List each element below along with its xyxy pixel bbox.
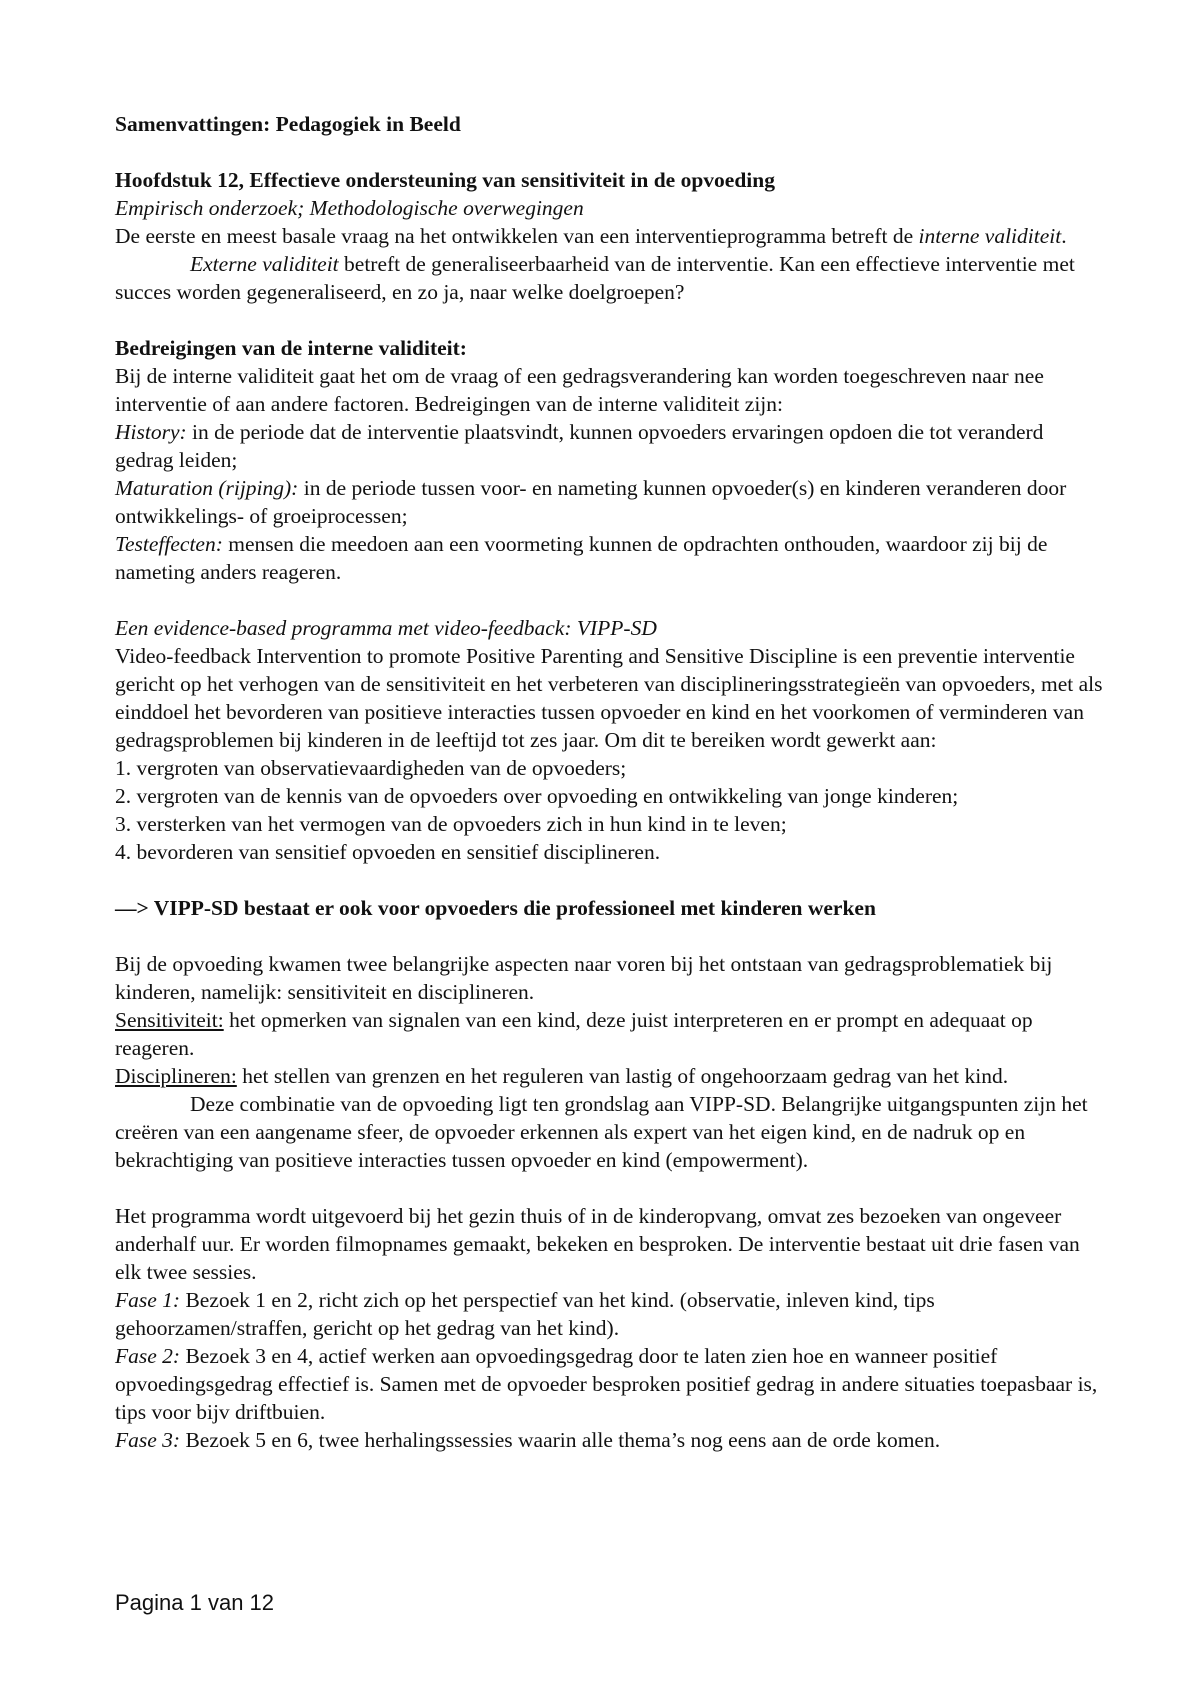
bedreigingen-heading: Bedreigingen van de interne validiteit:	[115, 336, 467, 360]
sensitiviteit-paragraph	[115, 1006, 1105, 1062]
aspecten-paragraph: Bij de opvoeding kwamen twee belangrijke aspecten naar voren bij het ontstaan van gedragsproblematiek bij kinderen, namelijk: sensitiviteit en disciplineren.	[115, 952, 1053, 1004]
term-fase2: Fase 2:	[115, 1344, 181, 1368]
testeffecten-paragraph	[115, 530, 1105, 586]
history-paragraph	[115, 418, 1105, 474]
term-sensitiviteit: Sensitiviteit:	[115, 1008, 224, 1032]
programma-paragraph: Het programma wordt uitgevoerd bij het gezin thuis of in de kinderopvang, omvat zes bezoeken van ongeveer anderhalf uur. Er worden filmopnames gemaakt, bekeken en besproken. De interventie bestaat uit drie fasen van elk twee sessies.	[115, 1204, 1080, 1284]
document-page	[115, 110, 1105, 1454]
term-fase1: Fase 1:	[115, 1288, 181, 1312]
paragraph-externe-validiteit	[115, 250, 1105, 306]
paragraph-text: Bezoek 5 en 6, twee herhalingssessies waarin alle thema’s nog eens aan de orde komen.	[180, 1428, 941, 1452]
paragraph-text: in de periode dat de interventie plaatsvindt, kunnen opvoeders ervaringen opdoen die tot veranderd gedrag leiden;	[115, 420, 1044, 472]
term-testeffecten: Testeffecten:	[115, 532, 223, 556]
vipp-heading: Een evidence-based programma met video-feedback: VIPP-SD	[115, 616, 657, 640]
paragraph-text: in de periode tussen voor- en nameting kunnen opvoeder(s) en kinderen veranderen door ontwikkelings- of groeiprocessen;	[115, 476, 1067, 528]
page-number-footer: Pagina 1 van 12	[115, 1590, 275, 1615]
list-item: 4. bevorderen van sensitief opvoeden en sensitief disciplineren.	[115, 840, 661, 864]
paragraph-text: het opmerken van signalen van een kind, deze juist interpreteren en er prompt en adequaat op reageren.	[115, 1008, 1033, 1060]
bedreigingen-intro: Bij de interne validiteit gaat het om de vraag of een gedragsverandering kan worden toegeschreven naar nee interventie of aan andere factoren. Bedreigingen van de interne validiteit zijn:	[115, 364, 1044, 416]
fase3-paragraph	[115, 1426, 1105, 1454]
term-maturation: Maturation (rijping):	[115, 476, 299, 500]
disciplineren-paragraph	[115, 1062, 1105, 1090]
arrow-note: —> VIPP-SD bestaat er ook voor opvoeders die professioneel met kinderen werken	[115, 896, 876, 920]
paragraph-text: het stellen van grenzen en het reguleren van lastig of ongehoorzaam gedrag van het kind.	[236, 1064, 1009, 1088]
vipp-intro: Video-feedback Intervention to promote Positive Parenting and Sensitive Discipline is een preventie interventie gericht op het verhogen van de sensitiviteit en het verbeteren van disciplineringsstrategieën van opvoeders, met als einddoel het bevorderen van positieve interacties tussen opvoeder en kind en het voorkomen of verminderen van gedragsproblemen bij kinderen in de leeftijd tot zes jaar. Om dit te bereiken wordt gewerkt aan:	[115, 644, 1103, 752]
term-history: History:	[115, 420, 187, 444]
paragraph-text: Bezoek 3 en 4, actief werken aan opvoedingsgedrag door te laten zien hoe en wanneer positief opvoedingsgedrag effectief is. Samen met de opvoeder besproken positief gedrag in andere situaties toepasbaar is, tips voor bijv driftbuien.	[115, 1344, 1098, 1424]
term-disciplineren: Disciplineren:	[115, 1064, 237, 1088]
subheading-empirisch: Empirisch onderzoek; Methodologische overwegingen	[115, 196, 584, 220]
combinatie-paragraph: Deze combinatie van de opvoeding ligt ten grondslag aan VIPP-SD. Belangrijke uitgangspunten zijn het creëren van een aangename sfeer, de opvoeder erkennen als expert van het eigen kind, en de nadruk op en bekrachtiging van positieve interacties tussen opvoeder en kind (empowerment).	[115, 1092, 1088, 1172]
list-item: 1. vergroten van observatievaardigheden van de opvoeders;	[115, 756, 627, 780]
fase2-paragraph	[115, 1342, 1105, 1426]
maturation-paragraph	[115, 474, 1105, 530]
document-title: Samenvattingen: Pedagogiek in Beeld	[115, 112, 461, 136]
term-fase3: Fase 3:	[115, 1428, 181, 1452]
fase1-paragraph	[115, 1286, 1105, 1342]
term-externe-validiteit: Externe validiteit	[190, 252, 339, 276]
list-item: 2. vergroten van de kennis van de opvoeders over opvoeding en ontwikkeling van jonge kinderen;	[115, 784, 959, 808]
paragraph-interne-validiteit	[115, 222, 1105, 250]
paragraph-end: .	[1061, 224, 1067, 248]
paragraph-text: Bezoek 1 en 2, richt zich op het perspectief van het kind. (observatie, inleven kind, tips gehoorzamen/straffen, gericht op het gedrag van het kind).	[115, 1288, 935, 1340]
term-interne-validiteit: interne validiteit	[918, 224, 1062, 248]
paragraph-text: betreft de generaliseerbaarheid van de interventie. Kan een effectieve interventie met succes worden gegeneraliseerd, en zo ja, naar welke doelgroepen?	[115, 252, 1075, 304]
paragraph-text: mensen die meedoen aan een voormeting kunnen de opdrachten onthouden, waardoor zij bij de nameting anders reageren.	[115, 532, 1048, 584]
chapter-heading: Hoofdstuk 12, Effectieve ondersteuning van sensitiviteit in de opvoeding	[115, 168, 775, 192]
paragraph-text: De eerste en meest basale vraag na het ontwikkelen van een interventieprogramma betreft de	[115, 224, 919, 248]
list-item: 3. versterken van het vermogen van de opvoeders zich in hun kind in te leven;	[115, 812, 787, 836]
